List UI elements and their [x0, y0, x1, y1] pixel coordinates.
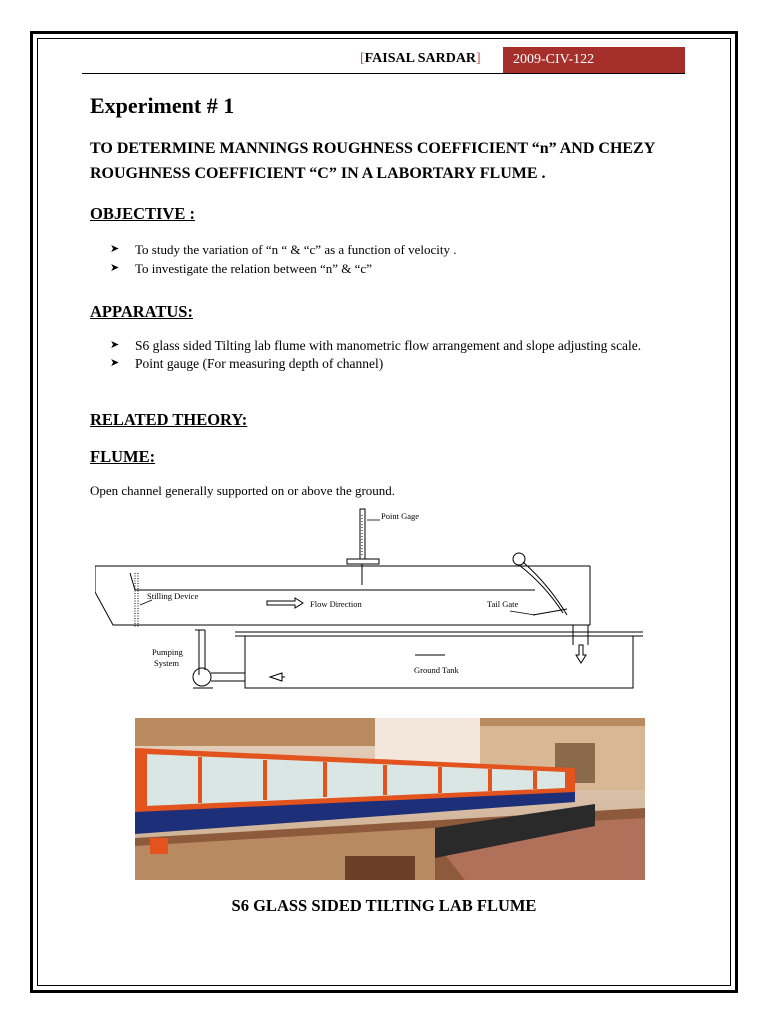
label-tail-gate: Tail Gate — [487, 599, 519, 609]
flume-description: Open channel generally supported on or above the ground. — [90, 483, 396, 498]
list-item-text: S6 glass sided Tilting lab flume with manometric flow arrangement and slope adjusting scale. — [135, 338, 642, 353]
label-point-gage: Point Gage — [381, 511, 420, 521]
arrow-bullet-icon: ➤ — [110, 243, 120, 255]
point-gauge-rod — [360, 509, 365, 561]
objective-list — [110, 240, 456, 278]
label-pumping: Pumping — [152, 647, 183, 657]
list-item — [110, 259, 456, 278]
apparatus-heading: APPARATUS: — [90, 302, 193, 321]
arrow-bullet-icon: ➤ — [110, 339, 120, 351]
flume-schematic-diagram — [95, 505, 660, 705]
related-theory-heading: RELATED THEORY: — [90, 410, 248, 429]
list-item — [110, 337, 670, 354]
experiment-title: Experiment # 1 — [90, 93, 235, 118]
header-roll-number: 2009-CIV-122 — [503, 47, 685, 73]
list-item-text: To investigate the relation between “n” & “c” — [135, 261, 372, 276]
label-system: System — [154, 658, 180, 668]
flume-heading: FLUME: — [90, 447, 156, 466]
label-flow-direction: Flow Direction — [310, 599, 362, 609]
figure-caption — [0, 896, 768, 916]
list-item — [110, 354, 670, 373]
arrow-bullet-icon: ➤ — [110, 262, 120, 274]
list-item — [110, 240, 456, 259]
list-item-text: To study the variation of “n “ & “c” as a function of velocity . — [135, 242, 457, 257]
objective-heading: OBJECTIVE : — [90, 204, 195, 223]
caption-text: S6 GLASS SIDED TILTING LAB FLUME — [231, 896, 537, 915]
author-name: FAISAL SARDAR — [364, 51, 477, 66]
bracket-open: [ — [360, 51, 365, 66]
label-stilling-device: Stilling Device — [147, 591, 199, 601]
flume-photograph — [135, 718, 645, 880]
apparatus-list — [110, 337, 670, 373]
label-ground-tank: Ground Tank — [414, 665, 459, 675]
header-author — [360, 51, 481, 67]
header-rule — [82, 73, 685, 74]
experiment-aim: TO DETERMINE MANNINGS ROUGHNESS COEFFICIENT “n” AND CHEZY ROUGHNESS COEFFICIENT “C” IN A LABORTARY FLUME . — [90, 140, 655, 182]
bracket-close: ] — [476, 51, 481, 66]
list-item-text: Point gauge (For measuring depth of channel) — [135, 356, 384, 371]
arrow-bullet-icon: ➤ — [110, 357, 120, 369]
